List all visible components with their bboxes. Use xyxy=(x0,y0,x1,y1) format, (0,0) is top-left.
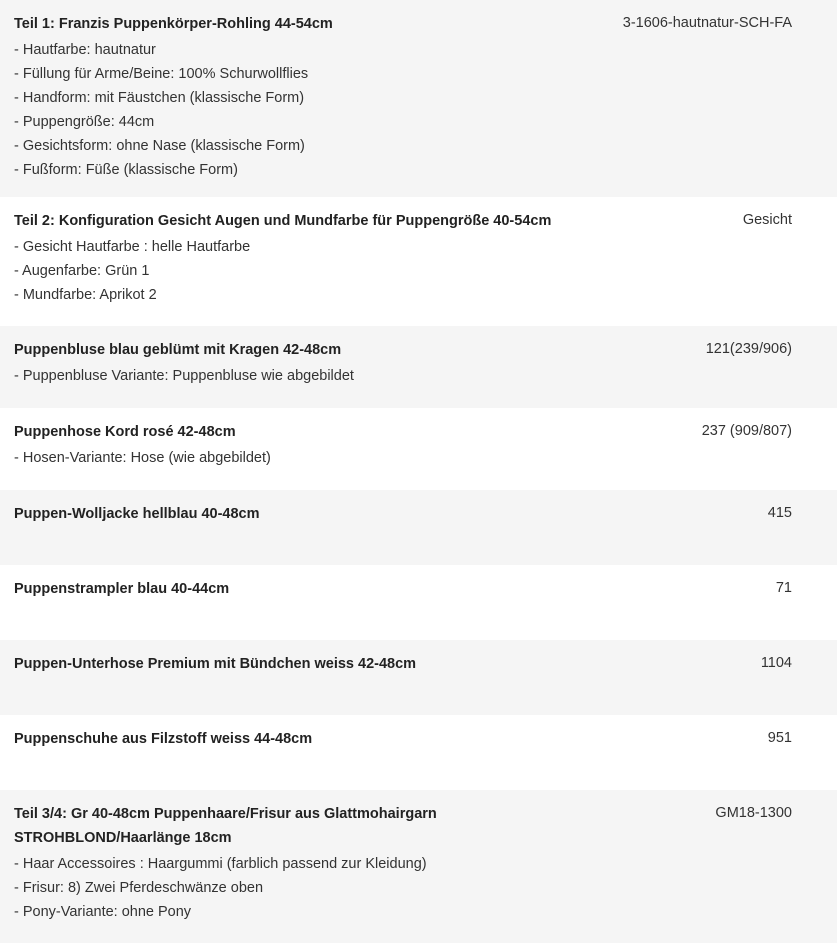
order-item-title: Teil 3/4: Gr 40-48cm Puppenhaare/Frisur aus Glattmohairgarn STROHBLOND/Haarlänge 18cm xyxy=(14,806,437,846)
order-item-sku: GM18-1300 xyxy=(715,805,792,821)
order-item-title: Puppen-Wolljacke hellblau 40-48cm xyxy=(14,506,260,522)
order-item-sku: Gesicht xyxy=(742,212,792,228)
order-item-option: - Augenfarbe: Grün 1 xyxy=(14,263,150,279)
order-item-option: - Füllung für Arme/Beine: 100% Schurwollflies xyxy=(14,66,309,82)
order-item-details xyxy=(14,338,593,388)
order-item-sku: 1104 xyxy=(760,655,792,671)
order-item-row xyxy=(0,326,837,408)
order-item-option: - Puppenbluse Variante: Puppenbluse wie abgebildet xyxy=(14,368,354,384)
order-item-option: - Haar Accessoires : Haargummi (farblich passend zur Kleidung) xyxy=(14,856,427,872)
order-item-sku: 71 xyxy=(775,580,792,596)
order-item-row xyxy=(0,408,837,490)
order-item-details xyxy=(14,209,593,307)
order-item-title: Puppenschuhe aus Filzstoff weiss 44-48cm xyxy=(14,731,313,747)
order-item-details xyxy=(14,12,593,182)
order-item-option: - Pony-Variante: ohne Pony xyxy=(14,904,192,920)
order-item-option: - Handform: mit Fäustchen (klassische Form) xyxy=(14,90,305,106)
order-item-options xyxy=(14,446,593,470)
order-item-title: Puppenbluse blau geblümt mit Kragen 42-48cm xyxy=(14,342,342,358)
order-item-row xyxy=(0,565,837,640)
order-item-sku: 3-1606-hautnatur-SCH-FA xyxy=(622,15,792,31)
order-item-option: - Frisur: 8) Zwei Pferdeschwänze oben xyxy=(14,880,264,896)
order-item-details xyxy=(14,502,593,526)
order-item-sku: 415 xyxy=(767,505,792,521)
order-item-title: Teil 2: Konfiguration Gesicht Augen und Mundfarbe für Puppengröße 40-54cm xyxy=(14,213,552,229)
order-item-details xyxy=(14,577,593,601)
order-item-details xyxy=(14,652,593,676)
order-item-row xyxy=(0,490,837,565)
order-item-details xyxy=(14,802,593,924)
order-item-row xyxy=(0,197,837,326)
order-item-option: - Hautfarbe: hautnatur xyxy=(14,42,156,58)
order-item-options xyxy=(14,235,593,307)
order-item-row xyxy=(0,715,837,790)
order-item-sku: 237 (909/807) xyxy=(701,423,792,439)
order-item-option: - Gesichtsform: ohne Nase (klassische Form) xyxy=(14,138,305,154)
order-item-details xyxy=(14,727,593,751)
order-item-option: - Puppengröße: 44cm xyxy=(14,114,155,130)
order-item-sku: 951 xyxy=(767,730,792,746)
order-item-row xyxy=(0,640,837,715)
order-item-options xyxy=(14,38,593,182)
order-item-option: - Hosen-Variante: Hose (wie abgebildet) xyxy=(14,450,271,466)
order-item-title: Puppen-Unterhose Premium mit Bündchen weiss 42-48cm xyxy=(14,656,417,672)
order-item-option: - Mundfarbe: Aprikot 2 xyxy=(14,287,157,303)
order-item-row xyxy=(0,0,837,197)
order-item-options xyxy=(14,852,593,924)
order-item-title: Teil 1: Franzis Puppenkörper-Rohling 44-54cm xyxy=(14,16,333,32)
order-item-title: Puppenhose Kord rosé 42-48cm xyxy=(14,424,236,440)
order-item-option: - Gesicht Hautfarbe : helle Hautfarbe xyxy=(14,239,251,255)
order-item-options xyxy=(14,364,593,388)
order-item-sku: 121(239/906) xyxy=(705,341,792,357)
order-item-option: - Fußform: Füße (klassische Form) xyxy=(14,162,238,178)
order-item-title: Puppenstrampler blau 40-44cm xyxy=(14,581,230,597)
order-item-row xyxy=(0,790,837,943)
order-item-details xyxy=(14,420,593,470)
